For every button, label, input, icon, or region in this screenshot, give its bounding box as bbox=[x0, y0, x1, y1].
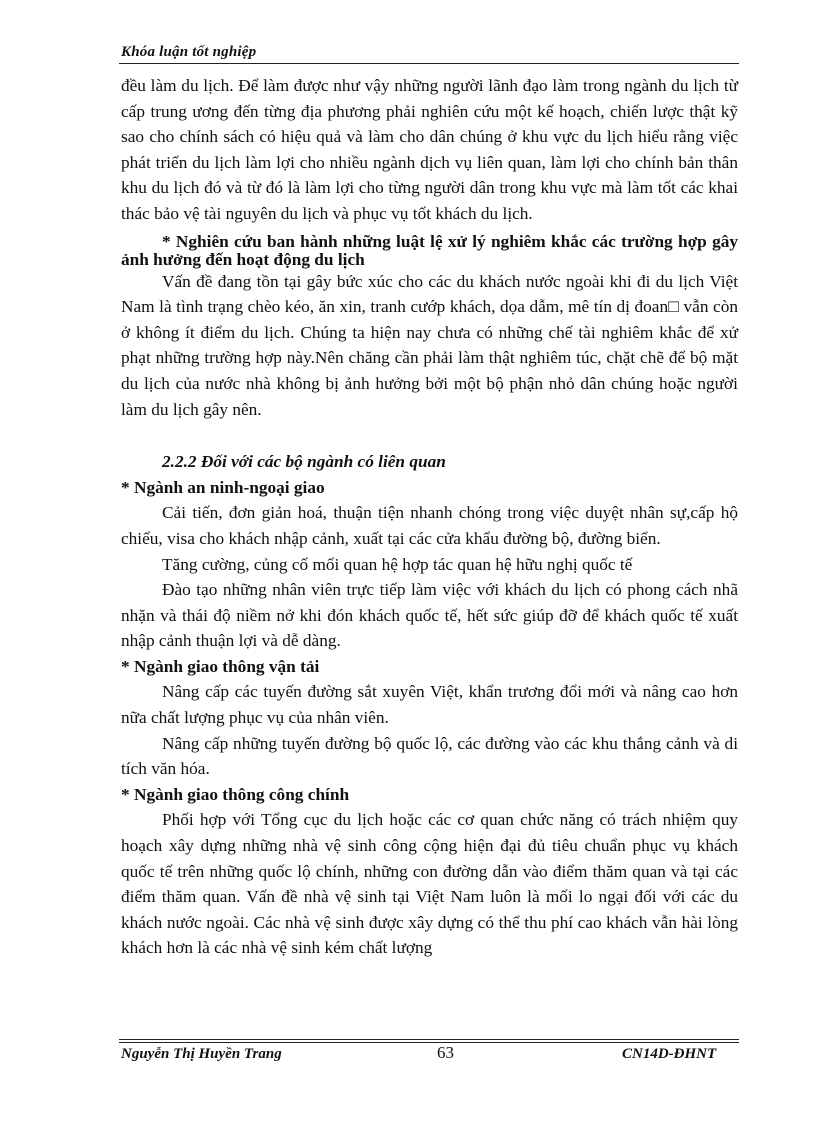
paragraph: Đào tạo những nhân viên trực tiếp làm việc với khách du lịch có phong cách nhã nhặn và thái độ niềm nở khi đón khách quốc tế, hết sức giúp đỡ để khách quốc tế xuất nhập cảnh thuận lợi và dễ dàng. bbox=[121, 580, 738, 651]
paragraph: Nâng cấp các tuyến đường sắt xuyên Việt, khẩn trương đổi mới và nâng cao hơn nữa chất lượng phục vụ của nhân viên. bbox=[121, 682, 738, 728]
sector-heading-transport: * Ngành giao thông vận tải bbox=[121, 656, 320, 676]
paragraph: Cải tiến, đơn giản hoá, thuận tiện nhanh chóng trong việc duyệt nhân sự,cấp hộ chiếu, visa cho khách nhập cảnh, xuất tại các cửa khẩu đường bộ, đường biển. bbox=[121, 503, 738, 548]
footer-author: Nguyễn Thị Huyền Trang bbox=[121, 1046, 282, 1062]
bold-heading: * Nghiên cứu ban hành những luật lệ xử lý nghiêm khắc các trường hợp gây ảnh hưởng đến hoạt động du lịch bbox=[121, 231, 738, 269]
paragraph: Nâng cấp những tuyến đường bộ quốc lộ, các đường vào các khu thắng cảnh và di tích văn hóa. bbox=[121, 733, 738, 779]
sector-heading-security: * Ngành an ninh-ngoại giao bbox=[121, 477, 325, 497]
footer-class-code: CN14D-ĐHNT bbox=[622, 1046, 717, 1062]
header-divider bbox=[119, 63, 739, 64]
paragraph: Vấn đề đang tồn tại gây bức xúc cho các du khách nước ngoài khi đi du lịch Việt Nam là tình trạng chèo kéo, ăn xin, tranh cướp khách, dọa dẫm, mê tín dị đoan□ vẫn còn ở không ít điểm du lịch. Chúng ta hiện nay chưa có những chế tài nghiêm khắc để xử phạt những trường hợp này.Nên chăng cần phải làm thật nghiêm túc, chặt chẽ để bộ mặt du lịch của nước nhà không bị ảnh hưởng bởi một bộ phận nhỏ dân chúng hoặc người làm du lịch gây nên. bbox=[121, 271, 738, 419]
footer-divider-secondary bbox=[119, 1042, 739, 1043]
section-title: 2.2.2 Đối với các bộ ngành có liên quan bbox=[162, 452, 446, 472]
paragraph: đều làm du lịch. Để làm được như vậy những người lãnh đạo làm trong ngành du lịch từ cấp trung ương đến từng địa phương phải nghiên cứu một kế hoạch, chiến lược thật kỹ sao cho chính sách có hiệu quả và làm cho dân chúng ở khu vực du lịch hiểu rằng việc phát triển du lịch làm lợi cho nhiều ngành dịch vụ liên quan, làm lợi cho chính bản thân khu du lịch đó và từ đó là làm lợi cho từng người dân trong khu vực mà làm tốt các khai thác bảo vệ tài nguyên du lịch và phục vụ tốt khách du lịch. bbox=[121, 76, 738, 223]
paragraph: Tăng cường, củng cố mối quan hệ hợp tác quan hệ hữu nghị quốc tế bbox=[162, 554, 633, 574]
footer-divider bbox=[119, 1039, 739, 1040]
paragraph: Phối hợp với Tổng cục du lịch hoặc các cơ quan chức năng có trách nhiệm quy hoạch xây dựng những nhà vệ sinh công cộng hiện đại đủ tiêu chuẩn phục vụ khách quốc tế trên những quốc lộ chính, những con đường dẫn vào điểm thăm quan và tại các điểm thăm quan. Vấn đề nhà vệ sinh tại Việt Nam luôn là mối lo ngại đối với các du khách nước ngoài. Các nhà vệ sinh được xây dựng có thể thu phí cao khách vẫn hài lòng khách hơn là các nhà vệ sinh kém chất lượng bbox=[121, 810, 738, 958]
header-title: Khóa luận tốt nghiệp bbox=[121, 44, 257, 60]
page-body bbox=[121, 73, 738, 961]
sector-heading-public-works: * Ngành giao thông công chính bbox=[121, 784, 350, 804]
page-number: 63 bbox=[437, 1043, 454, 1062]
